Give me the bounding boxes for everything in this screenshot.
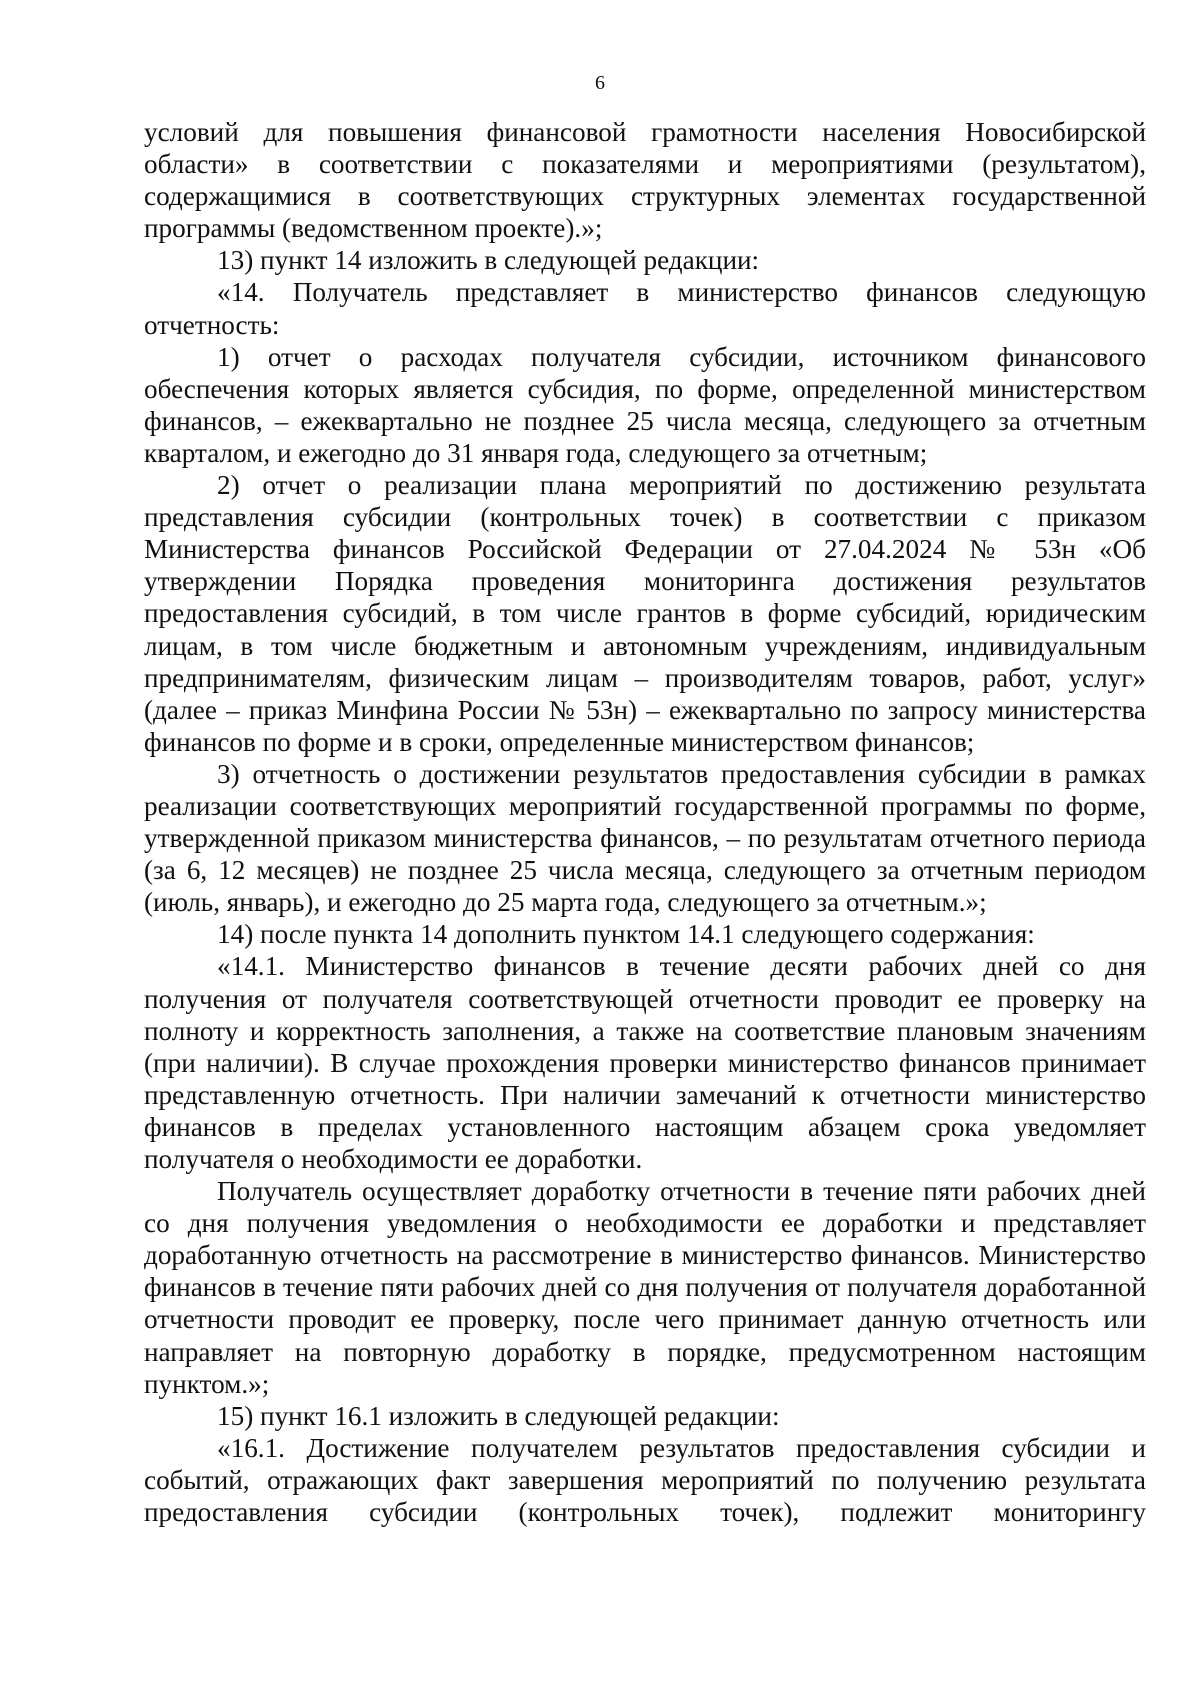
paragraph-item-14: 14) после пункта 14 дополнить пунктом 14.1 следующего содержания: — [217, 919, 1035, 950]
paragraph-continuation: условий для повышения финансовой грамотности населения Новосибирской области» в соответствии с показателями и мероприятиями (результатом), содержащимися в соответствующих структурных элементах государственной программы (ведомственном проекте).»; — [144, 117, 1146, 244]
paragraph-subitem-1: 1) отчет о расходах получателя субсидии, источником финансового обеспечения которых является субсидия, по форме, определенной министерством финансов, – ежеквартально не позднее 25 числа месяца, следующего за отчетным кварталом, и ежегодно до 31 января года, следующего за отчетным; — [144, 341, 1146, 468]
paragraph-subitem-2: 2) отчет о реализации плана мероприятий по достижению результата представления субсидии (контрольных точек) в соответствии с приказом Министерства финансов Российской Федерации от 27.04.2024 № 53н «Об утверждении Порядка проведения мониторинга достижения результатов предоставления субсидий, в том числе грантов в форме субсидий, юридическим лицам, в том числе бюджетным и автономным учреждениям, индивидуальным предпринимателям, физическим лицам – производителям товаров, работ, услуг» (далее – приказ Минфина России № 53н) – ежеквартально по запросу министерства финансов по форме и в сроки, определенные министерством финансов; — [144, 470, 1146, 757]
paragraph-clause-14: «14. Получатель представляет в министерство финансов следующую отчетность: — [144, 277, 1146, 340]
paragraph-rework: Получатель осуществляет доработку отчетности в течение пяти рабочих дней со дня получения уведомления о необходимости ее доработки и представляет доработанную отчетность на рассмотрение в министерство финансов. Министерство финансов в течение пяти рабочих дней со дня получения от получателя доработанной отчетности проводит ее проверку, после чего принимает данную отчетность или направляет на повторную доработку в порядке, предусмотренном настоящим пунктом.»; — [144, 1176, 1146, 1399]
paragraph-item-13: 13) пункт 14 изложить в следующей редакции: — [217, 245, 760, 276]
paragraph-clause-14-1: «14.1. Министерство финансов в течение десяти рабочих дней со дня получения от получателя соответствующей отчетности проводит ее проверку на полноту и корректность заполнения, а также на соответствие плановым значениям (при наличии). В случае прохождения проверки министерство финансов принимает представленную отчетность. При наличии замечаний к отчетности министерство финансов в пределах установленного настоящим абзацем срока уведомляет получателя о необходимости ее доработки. — [144, 951, 1146, 1174]
paragraph-item-15: 15) пункт 16.1 изложить в следующей редакции: — [217, 1400, 780, 1431]
paragraph-clause-16-1: «16.1. Достижение получателем результатов предоставления субсидии и событий, отражающих факт завершения мероприятий по получению результата предоставления субсидии (контрольных точек), подлежит мониторингу — [144, 1432, 1146, 1528]
page-number: 6 — [595, 72, 605, 94]
document-body — [144, 116, 1146, 1528]
paragraph-subitem-3: 3) отчетность о достижении результатов предоставления субсидии в рамках реализации соответствующих мероприятий государственной программы по форме, утвержденной приказом министерства финансов, – по результатам отчетного периода (за 6, 12 месяцев) не позднее 25 числа месяца, следующего за отчетным периодом (июль, январь), и ежегодно до 25 марта года, следующего за отчетным.»; — [144, 758, 1146, 918]
